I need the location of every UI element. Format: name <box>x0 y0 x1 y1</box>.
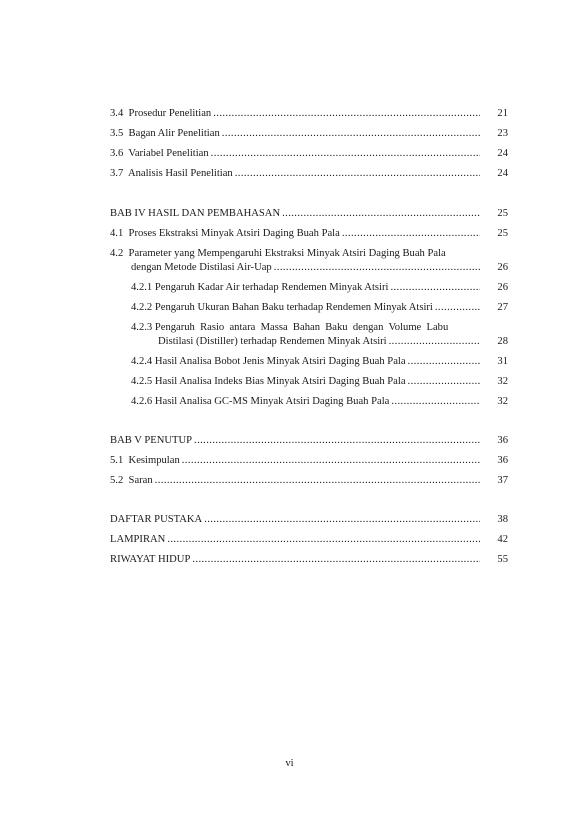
toc-page: 38 <box>497 514 508 525</box>
toc-chapter-entry <box>110 207 508 221</box>
dot-leader <box>408 355 480 369</box>
dot-leader <box>389 335 480 349</box>
toc-number: 4.2 <box>110 248 124 259</box>
dot-leader <box>342 227 480 241</box>
toc-title: BAB V PENUTUP <box>110 435 193 446</box>
toc-title: DAFTAR PUSTAKA <box>110 514 203 525</box>
toc-title: Hasil Analisa Indeks Bias Minyak Atsiri Daging Buah Pala <box>154 376 406 387</box>
toc-page: 36 <box>497 455 508 466</box>
toc-number: 3.7 <box>110 168 124 179</box>
toc-number: 4.2.5 <box>131 376 153 387</box>
toc-subentry <box>110 355 508 369</box>
toc-title: Bagan Alir Penelitian <box>128 128 220 139</box>
toc-page: 26 <box>497 282 508 293</box>
toc-subentry-multiline <box>110 321 508 349</box>
toc-title: Variabel Penelitian <box>128 148 209 159</box>
toc-title-line1: Parameter yang Mempengaruhi Ekstraksi Minyak Atsiri Daging Buah Pala <box>128 248 446 259</box>
toc-number: 3.4 <box>110 108 124 119</box>
toc-page: 24 <box>497 168 508 179</box>
dot-leader <box>408 375 480 389</box>
dot-leader <box>435 301 480 315</box>
toc-title: LAMPIRAN <box>110 534 166 545</box>
page-number: vi <box>285 758 294 769</box>
toc-chapter-entry <box>110 533 508 547</box>
dot-leader <box>204 513 480 527</box>
toc-title: Hasil Analisa Bobot Jenis Minyak Atsiri Daging Buah Pala <box>154 356 406 367</box>
toc-subentry <box>110 395 508 409</box>
toc-title-line1: Pengaruh Rasio antara Massa Bahan Baku dengan Volume Labu <box>154 322 449 333</box>
toc-subentry <box>110 281 508 295</box>
toc-entry-multiline <box>110 247 508 275</box>
toc-title: Saran <box>128 475 153 486</box>
toc-chapter-entry <box>110 434 508 448</box>
dot-leader <box>211 147 480 161</box>
toc-title: BAB IV HASIL DAN PEMBAHASAN <box>110 208 281 219</box>
toc-entry <box>110 167 508 181</box>
toc-title: Kesimpulan <box>128 455 180 466</box>
dot-leader <box>282 207 480 221</box>
toc-title-line2: Distilasi (Distiller) terhadap Rendemen Minyak Atsiri <box>158 336 387 347</box>
toc-chapter-entry <box>110 553 508 567</box>
dot-leader <box>391 395 480 409</box>
table-of-contents <box>110 107 508 567</box>
dot-leader <box>192 553 480 567</box>
toc-title: RIWAYAT HIDUP <box>110 554 191 565</box>
toc-page: 27 <box>497 302 508 313</box>
toc-entry <box>110 474 508 488</box>
toc-entry <box>110 227 508 241</box>
toc-title: Pengaruh Ukuran Bahan Baku terhadap Rendemen Minyak Atsiri <box>154 302 433 313</box>
toc-number: 4.2.6 <box>131 396 153 407</box>
toc-page: 32 <box>497 376 508 387</box>
toc-title-line2: dengan Metode Distilasi Air-Uap <box>131 262 272 273</box>
toc-title: Pengaruh Kadar Air terhadap Rendemen Minyak Atsiri <box>154 282 389 293</box>
toc-page: 36 <box>497 435 508 446</box>
toc-page: 24 <box>497 148 508 159</box>
toc-page: 31 <box>497 356 508 367</box>
toc-number: 4.1 <box>110 228 124 239</box>
toc-page: 28 <box>497 336 508 347</box>
toc-page: 21 <box>497 108 508 119</box>
dot-leader <box>235 167 480 181</box>
toc-page: 23 <box>497 128 508 139</box>
toc-number: 4.2.4 <box>131 356 153 367</box>
toc-entry <box>110 107 508 121</box>
toc-number: 3.6 <box>110 148 124 159</box>
toc-chapter-entry <box>110 513 508 527</box>
toc-page: 32 <box>497 396 508 407</box>
toc-number: 4.2.3 <box>131 322 153 333</box>
toc-title: Hasil Analisa GC-MS Minyak Atsiri Daging Buah Pala <box>154 396 390 407</box>
dot-leader <box>182 454 480 468</box>
dot-leader <box>274 261 480 275</box>
dot-leader <box>213 107 480 121</box>
toc-number: 4.2.2 <box>131 302 153 313</box>
toc-entry <box>110 127 508 141</box>
toc-subentry <box>110 375 508 389</box>
toc-subentry <box>110 301 508 315</box>
toc-page: 37 <box>497 475 508 486</box>
dot-leader <box>167 533 480 547</box>
toc-entry <box>110 147 508 161</box>
toc-page: 25 <box>497 208 508 219</box>
toc-page: 26 <box>497 262 508 273</box>
toc-number: 4.2.1 <box>131 282 153 293</box>
toc-number: 3.5 <box>110 128 124 139</box>
toc-page: 55 <box>497 554 508 565</box>
toc-page: 25 <box>497 228 508 239</box>
toc-title: Proses Ekstraksi Minyak Atsiri Daging Buah Pala <box>128 228 340 239</box>
dot-leader <box>390 281 480 295</box>
toc-number: 5.1 <box>110 455 124 466</box>
toc-title: Prosedur Penelitian <box>128 108 212 119</box>
toc-entry <box>110 454 508 468</box>
dot-leader <box>194 434 480 448</box>
toc-title: Analisis Hasil Penelitian <box>127 168 233 179</box>
dot-leader <box>222 127 480 141</box>
toc-number: 5.2 <box>110 475 124 486</box>
dot-leader <box>155 474 480 488</box>
toc-page: 42 <box>497 534 508 545</box>
